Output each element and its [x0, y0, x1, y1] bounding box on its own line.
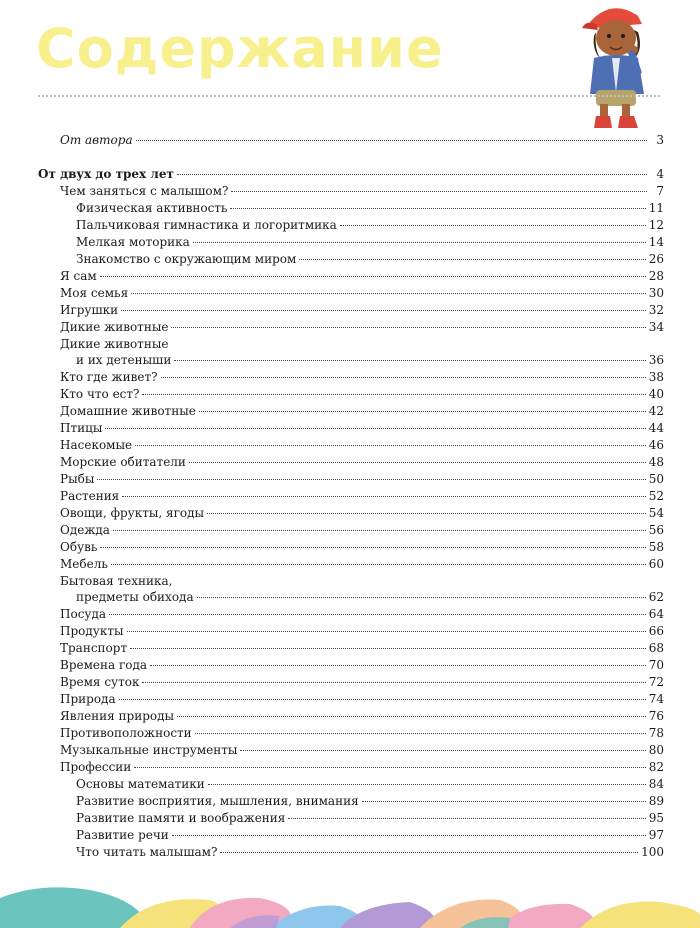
dot-leader [127, 631, 646, 632]
dot-leader [131, 293, 646, 294]
toc-entry[interactable] [38, 471, 664, 488]
dot-leader [299, 259, 645, 260]
toc-entry-title: Музыкальные инструменты [60, 743, 238, 757]
toc-entry[interactable] [38, 183, 664, 200]
dot-leader [136, 140, 647, 141]
toc-entry-page: 84 [648, 777, 664, 791]
toc-entry[interactable] [38, 302, 664, 319]
toc-entry-page: 30 [648, 286, 664, 300]
toc-entry-title: Продукты [60, 624, 124, 638]
toc-entry-page: 46 [648, 438, 664, 452]
toc-entry-page: 62 [648, 590, 664, 604]
toc-entry-page: 52 [648, 489, 664, 503]
toc-entry[interactable] [38, 336, 664, 369]
toc-entry-title: Развитие речи [76, 828, 169, 842]
page-title: Содержание [36, 17, 444, 80]
toc-entry-page: 78 [648, 726, 664, 740]
toc-entry-title: Посуда [60, 607, 107, 621]
toc-entry-page: 70 [648, 658, 664, 672]
toc-entry-page: 60 [648, 557, 664, 571]
toc-entry-title: Основы математики [76, 777, 205, 791]
toc-entry-page: 64 [648, 607, 664, 621]
toc-entry[interactable] [38, 725, 664, 742]
toc-entry-page: 44 [648, 421, 664, 435]
child-illustration [572, 2, 668, 132]
dot-leader [230, 208, 645, 209]
toc-entry[interactable] [38, 319, 664, 336]
toc-entry[interactable] [38, 674, 664, 691]
toc-entry-page: 100 [641, 845, 664, 859]
toc-entry[interactable] [38, 691, 664, 708]
dot-leader [113, 530, 646, 531]
toc-entry[interactable] [38, 420, 664, 437]
dot-leader [150, 665, 646, 666]
toc-entry[interactable] [38, 810, 664, 827]
dot-leader [109, 614, 646, 615]
toc-entry-title: Дикие животные [60, 337, 169, 351]
toc-entry-title: Время суток [60, 675, 140, 689]
toc-entry[interactable] [38, 623, 664, 640]
dot-leader [122, 496, 645, 497]
toc-entry-page: 58 [648, 540, 664, 554]
toc-entry[interactable] [38, 505, 664, 522]
toc-entry-page: 36 [648, 353, 664, 367]
dot-leader [130, 648, 646, 649]
dot-leader [100, 547, 645, 548]
toc-entry[interactable] [38, 708, 664, 725]
toc-entry-title: Физическая активность [76, 201, 228, 215]
toc-entry-title: Рыбы [60, 472, 95, 486]
toc-entry-page: 4 [656, 167, 664, 181]
dot-leader [240, 750, 645, 751]
toc-entry-page: 68 [648, 641, 664, 655]
toc-entry-title: Знакомство с окружающим миром [76, 252, 297, 266]
toc-entry-title: Растения [60, 489, 120, 503]
dot-leader [177, 716, 646, 717]
dot-leader [231, 191, 647, 192]
dot-leader [121, 310, 646, 311]
dot-leader [220, 852, 638, 853]
toc-entry-title: Обувь [60, 540, 98, 554]
toc-entry[interactable] [38, 657, 664, 674]
toc-entry-page: 95 [648, 811, 664, 825]
toc-entry[interactable] [38, 759, 664, 776]
dot-leader [177, 174, 647, 175]
toc-entry-title: Что читать малышам? [76, 845, 218, 859]
toc-entry-page: 40 [648, 387, 664, 401]
toc-entry[interactable] [38, 386, 664, 403]
dot-leader [172, 835, 646, 836]
toc-entry-page: 48 [648, 455, 664, 469]
dot-leader [288, 818, 645, 819]
toc-entry-page: 82 [648, 760, 664, 774]
toc-entry-title: предметы обихода [76, 590, 194, 604]
toc-entry-title: Насекомые [60, 438, 133, 452]
dot-leader [171, 327, 645, 328]
toc-entry-title: От двух до трех лет [38, 167, 174, 181]
toc-entry-title: Природа [60, 692, 116, 706]
toc-entry-title: Мелкая моторика [76, 235, 190, 249]
toc-entry[interactable] [38, 200, 664, 217]
toc-entry[interactable] [38, 488, 664, 505]
toc-entry[interactable] [38, 285, 664, 302]
toc-entry-title: Кто что ест? [60, 387, 140, 401]
toc-entry-page: 32 [648, 303, 664, 317]
toc-entry[interactable] [38, 166, 664, 183]
toc-entry[interactable] [38, 437, 664, 454]
dot-leader [105, 428, 645, 429]
toc-entry-page: 66 [648, 624, 664, 638]
dot-leader [207, 513, 646, 514]
toc-entry[interactable] [38, 454, 664, 471]
table-of-contents [38, 132, 664, 861]
toc-entry[interactable] [38, 132, 664, 149]
dot-leader [142, 682, 645, 683]
dot-leader [174, 360, 645, 361]
toc-entry[interactable] [38, 827, 664, 844]
toc-entry-page: 7 [656, 184, 664, 198]
dot-leader [142, 394, 645, 395]
toc-entry-title: Морские обитатели [60, 455, 186, 469]
toc-entry-title: Времена года [60, 658, 148, 672]
toc-entry-title: Игрушки [60, 303, 119, 317]
toc-entry[interactable] [38, 606, 664, 623]
toc-entry-title: Бытовая техника, [60, 574, 173, 588]
toc-entry-title: Овощи, фрукты, ягоды [60, 506, 205, 520]
dot-leader [195, 733, 646, 734]
toc-entry-page: 50 [648, 472, 664, 486]
toc-entry-title: Домашние животные [60, 404, 196, 418]
toc-entry-page: 11 [648, 201, 664, 215]
toc-entry-page: 54 [648, 506, 664, 520]
decorative-footer [0, 876, 700, 928]
page-number: 158 [62, 860, 98, 880]
dot-leader [340, 225, 646, 226]
toc-entry[interactable] [38, 403, 664, 420]
toc-entry-page: 42 [648, 404, 664, 418]
toc-entry-page: 14 [648, 235, 664, 249]
toc-entry[interactable] [38, 522, 664, 539]
toc-entry-title: От автора [60, 133, 133, 147]
toc-entry-page: 28 [648, 269, 664, 283]
dot-leader [97, 479, 645, 480]
toc-entry-title: Чем заняться с малышом? [60, 184, 229, 198]
toc-entry[interactable] [38, 251, 664, 268]
toc-entry-title: Дикие животные [60, 320, 169, 334]
toc-entry[interactable] [38, 640, 664, 657]
dot-leader [100, 276, 646, 277]
dot-leader [193, 242, 646, 243]
dot-leader [135, 445, 646, 446]
toc-entry-page: 80 [648, 743, 664, 757]
dot-leader [111, 564, 646, 565]
dot-leader [199, 411, 646, 412]
title-divider [38, 95, 660, 97]
toc-entry[interactable] [38, 268, 664, 285]
toc-entry-title: Кто где живет? [60, 370, 158, 384]
toc-entry[interactable] [38, 742, 664, 759]
toc-entry-page: 26 [648, 252, 664, 266]
dot-leader [197, 597, 646, 598]
toc-entry[interactable] [38, 556, 664, 573]
toc-entry-title: Птицы [60, 421, 103, 435]
toc-entry-page: 56 [648, 523, 664, 537]
toc-entry-title: Развитие восприятия, мышления, внимания [76, 794, 359, 808]
toc-entry[interactable] [38, 776, 664, 793]
toc-entry[interactable] [38, 369, 664, 386]
toc-entry-title: Развитие памяти и воображения [76, 811, 286, 825]
toc-entry-page: 76 [648, 709, 664, 723]
toc-entry-page: 97 [648, 828, 664, 842]
toc-entry-title: Транспорт [60, 641, 128, 655]
toc-entry-page: 38 [648, 370, 664, 384]
toc-entry[interactable] [38, 793, 664, 810]
dot-leader [208, 784, 646, 785]
toc-entry-title: Моя семья [60, 286, 129, 300]
toc-entry-title: Одежда [60, 523, 110, 537]
toc-entry-title: Я сам [60, 269, 97, 283]
dot-leader [134, 767, 645, 768]
toc-entry-page: 34 [648, 320, 664, 334]
toc-entry[interactable] [38, 234, 664, 251]
toc-entry-page: 74 [648, 692, 664, 706]
toc-entry-title: Профессии [60, 760, 132, 774]
toc-entry-page: 3 [656, 133, 664, 147]
toc-entry-title: Мебель [60, 557, 108, 571]
dot-leader [161, 377, 646, 378]
toc-entry-title: Явления природы [60, 709, 175, 723]
toc-entry[interactable] [38, 539, 664, 556]
dot-leader [362, 801, 646, 802]
toc-entry[interactable] [38, 217, 664, 234]
dot-leader [189, 462, 646, 463]
toc-entry[interactable] [38, 844, 664, 861]
toc-entry-page: 89 [648, 794, 664, 808]
toc-entry-page: 72 [648, 675, 664, 689]
toc-entry-title: и их детеныши [76, 353, 172, 367]
toc-entry-page: 12 [648, 218, 664, 232]
toc-entry[interactable] [38, 573, 664, 606]
toc-entry-title: Пальчиковая гимнастика и логоритмика [76, 218, 337, 232]
dot-leader [119, 699, 646, 700]
toc-entry-title: Противоположности [60, 726, 192, 740]
